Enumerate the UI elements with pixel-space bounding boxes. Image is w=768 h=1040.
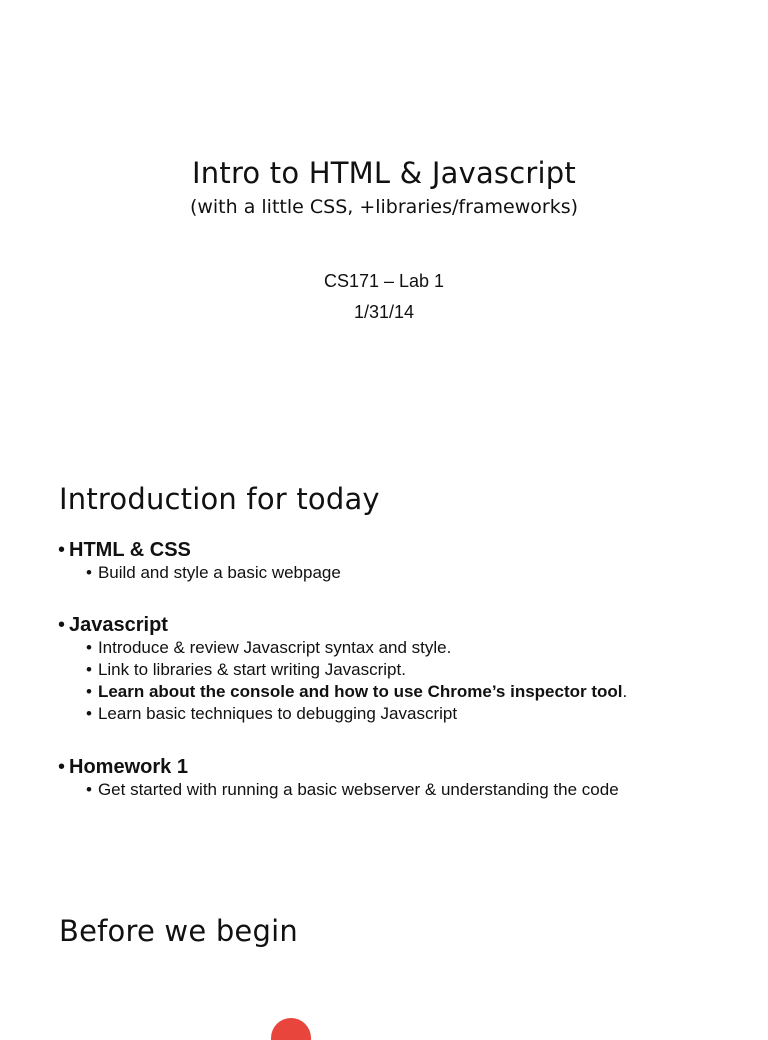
bullet: • [86,660,92,679]
bullet: • [86,563,92,582]
presentation-subtitle: (with a little CSS, +libraries/frameworks) [189,196,579,218]
bullet: • [86,780,92,799]
list-item-text: Build and style a basic webpage [97,563,341,582]
presentation-title: Intro to HTML & Javascript [192,156,576,190]
sub-list [86,779,619,801]
list-item [86,659,627,681]
list-item [86,562,341,584]
course-label: CS171 – Lab 1 [323,271,445,291]
bullet: • [86,682,92,701]
section-label [58,755,619,779]
list-item [86,703,627,725]
section-html-css [58,538,341,584]
list-item [86,779,619,801]
list-item-text: Learn basic techniques to debugging Javascript [97,704,458,723]
bullet: • [58,614,66,636]
bullet: • [86,638,92,657]
intro-heading: Introduction for today [59,482,380,516]
list-item [86,681,627,703]
before-slide [0,900,768,1024]
bullet: • [58,539,66,561]
partial-red-icon [271,1018,311,1040]
section-label [58,538,341,562]
section-label-text: Javascript [69,614,168,636]
section-label-text: HTML & CSS [69,539,191,561]
sub-list [86,562,341,584]
intro-slide [0,470,768,900]
list-item [86,637,627,659]
section-homework [58,755,619,801]
bullet: • [58,756,66,778]
list-item-text: Learn about the console and how to use Chrome’s inspector tool [97,682,623,701]
section-label-text: Homework 1 [69,756,188,778]
section-label [58,613,627,637]
before-heading: Before we begin [59,914,298,948]
section-javascript [58,613,627,725]
title-slide [0,0,768,470]
date-label: 1/31/14 [353,302,415,322]
list-item-text: Link to libraries & start writing Javascript. [97,660,406,679]
list-item-suffix: . [622,682,628,701]
sub-list [86,637,627,725]
bullet: • [86,704,92,723]
list-item-text: Introduce & review Javascript syntax and style. [97,638,452,657]
list-item-text: Get started with running a basic webserver & understanding the code [97,780,619,799]
